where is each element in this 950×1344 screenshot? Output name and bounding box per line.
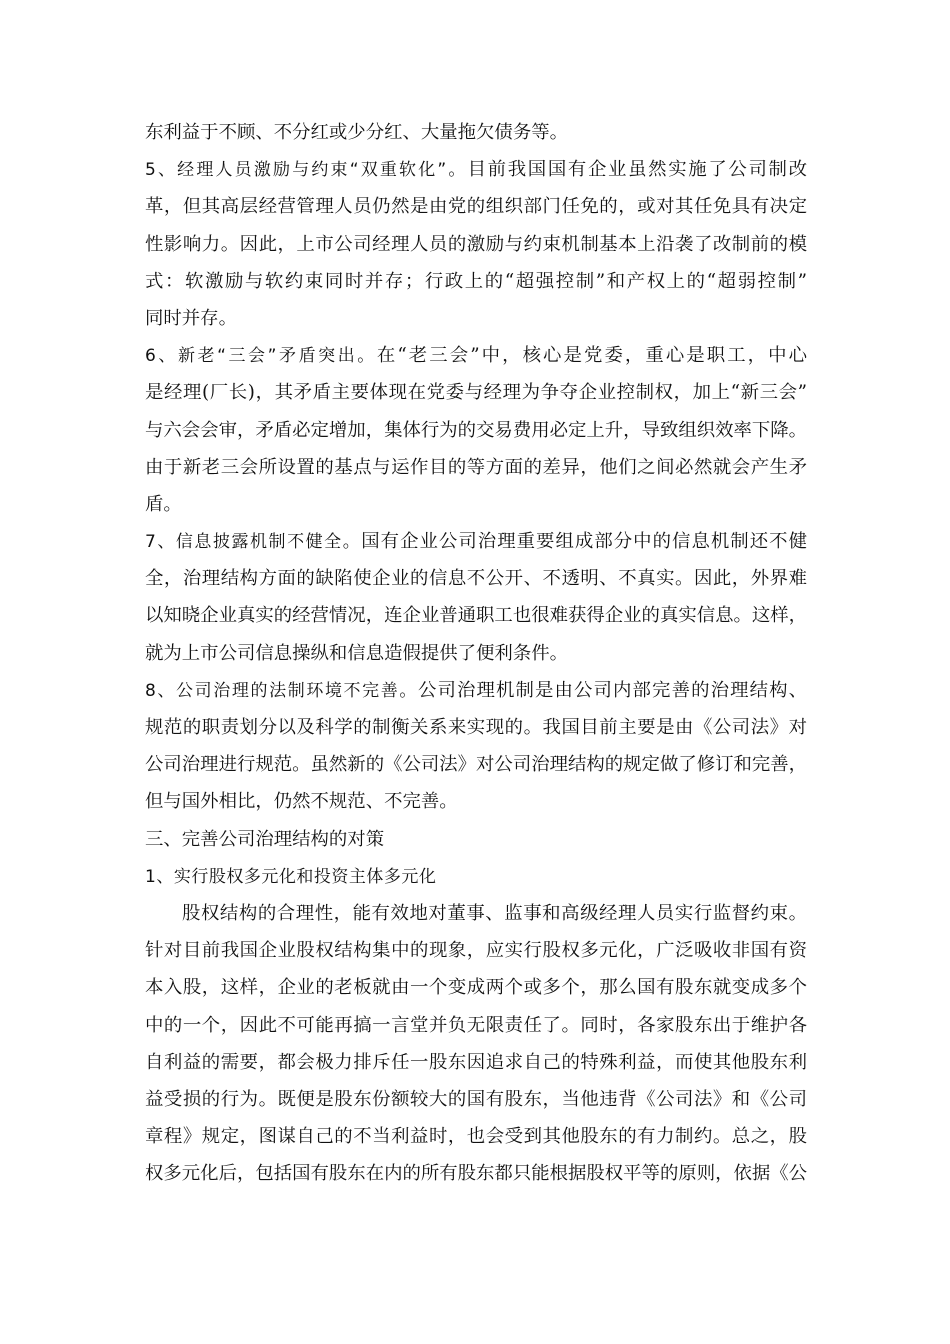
paragraph-line bbox=[145, 635, 807, 672]
paragraph-heading-line bbox=[145, 151, 807, 188]
line-text: 式：软激励与软约束同时并存；行政上的“超强控制”和产权上的“超弱控制” bbox=[145, 270, 807, 292]
paragraph-line bbox=[145, 783, 807, 820]
line-text: 以知晓企业真实的经营情况，连企业普通职工也很难获得企业的真实信息。这样， bbox=[145, 605, 807, 627]
document-page bbox=[145, 114, 807, 1192]
line-text: 东利益于不顾、不分红或少分红、大量拖欠债务等。 bbox=[145, 122, 568, 143]
line-text: 盾。 bbox=[145, 493, 182, 515]
line-text: 同时并存。 bbox=[145, 307, 237, 329]
paragraph-line bbox=[145, 746, 807, 783]
line-text: 就为上市公司信息操纵和信息造假提供了便利条件。 bbox=[145, 642, 568, 664]
paragraph-heading-line bbox=[145, 672, 807, 709]
paragraph-line bbox=[145, 263, 807, 300]
paragraph-line bbox=[145, 1007, 807, 1044]
paragraph-line bbox=[145, 597, 807, 634]
section-heading bbox=[145, 821, 807, 858]
line-text: 益受损的行为。既便是股东份额较大的国有股东，当他违背《公司法》和《公司 bbox=[145, 1088, 807, 1110]
section-title: 三、完善公司治理结构的对策 bbox=[145, 828, 385, 850]
line-text: 针对目前我国企业股权结构集中的现象，应实行股权多元化，广泛吸收非国有资 bbox=[145, 940, 807, 962]
line-text: 公司治理进行规范。虽然新的《公司法》对公司治理结构的规定做了修订和完善， bbox=[145, 754, 807, 776]
paragraph-heading-line bbox=[145, 523, 807, 560]
line-text: 本入股，这样，企业的老板就由一个变成两个或多个，那么国有股东就变成多个 bbox=[145, 977, 807, 999]
paragraph-line bbox=[145, 486, 807, 523]
line-text: 中的一个，因此不可能再搞一言堂并负无限责任了。同时，各家股东出于维护各 bbox=[145, 1014, 807, 1036]
line-text: 章程》规定，图谋自己的不当利益时，也会受到其他股东的有力制约。总之，股 bbox=[145, 1126, 807, 1148]
item-heading-7: 7、信息披露机制不健全。 bbox=[145, 532, 362, 553]
paragraph-line bbox=[145, 932, 807, 969]
paragraph-line bbox=[145, 1155, 807, 1192]
line-text: 目前我国国有企业虽然实施了公司制改 bbox=[467, 159, 807, 181]
line-text: 但与国外相比，仍然不规范、不完善。 bbox=[145, 791, 458, 813]
line-text: 性影响力。因此，上市公司经理人员的激励与约束机制基本上沿袭了改制前的模 bbox=[145, 233, 807, 255]
subsection-heading bbox=[145, 858, 807, 895]
line-text: 权多元化后，包括国有股东在内的所有股东都只能根据股权平等的原则，依据《公 bbox=[145, 1163, 807, 1185]
paragraph-line bbox=[145, 560, 807, 597]
line-text: 在“老三会”中，核心是党委，重心是职工，中心 bbox=[376, 345, 807, 367]
paragraph-line bbox=[145, 300, 807, 337]
item-heading-8: 8、公司治理的法制环境不完善。 bbox=[145, 680, 419, 701]
line-text: 全，治理结构方面的缺陷使企业的信息不公开、不透明、不真实。因此，外界难 bbox=[145, 568, 807, 590]
subsection-title: 1、实行股权多元化和投资主体多元化 bbox=[145, 866, 437, 887]
paragraph-line bbox=[145, 895, 807, 932]
paragraph-line bbox=[145, 969, 807, 1006]
paragraph-line bbox=[145, 1044, 807, 1081]
line-text: 与六会会审，矛盾必定增加，集体行为的交易费用必定上升，导致组织效率下降。 bbox=[145, 419, 807, 441]
line-text: 是经理(厂长)，其矛盾主要体现在党委与经理为争夺企业控制权，加上“新三会” bbox=[145, 382, 807, 404]
line-text: 革，但其高层经营管理人员仍然是由党的组织部门任免的，或对其任免具有决定 bbox=[145, 196, 807, 218]
paragraph-line bbox=[145, 709, 807, 746]
line-text: 由于新老三会所设置的基点与运作目的等方面的差异，他们之间必然就会产生矛 bbox=[145, 456, 807, 478]
paragraph-line bbox=[145, 1118, 807, 1155]
line-text: 自利益的需要，都会极力排斥任一股东因追求自己的特殊利益，而使其他股东利 bbox=[145, 1051, 807, 1073]
item-heading-6: 6、新老“三会”矛盾突出。 bbox=[145, 346, 377, 367]
paragraph-line bbox=[145, 114, 807, 151]
line-text: 国有企业公司治理重要组成部分中的信息机制还不健 bbox=[361, 531, 807, 553]
paragraph-line bbox=[145, 188, 807, 225]
line-text: 规范的职责划分以及科学的制衡关系来实现的。我国目前主要是由《公司法》对 bbox=[145, 717, 807, 738]
line-text: 股权结构的合理性，能有效地对董事、监事和高级经理人员实行监督约束。 bbox=[182, 902, 807, 924]
item-heading-5: 5、经理人员激励与约束“双重软化”。 bbox=[145, 160, 468, 181]
line-text: 公司治理机制是由公司内部完善的治理结构、 bbox=[418, 679, 807, 701]
paragraph-heading-line bbox=[145, 337, 807, 374]
paragraph-line bbox=[145, 449, 807, 486]
paragraph-line bbox=[145, 374, 807, 411]
paragraph-line bbox=[145, 226, 807, 263]
paragraph-line bbox=[145, 412, 807, 449]
paragraph-line bbox=[145, 1081, 807, 1118]
